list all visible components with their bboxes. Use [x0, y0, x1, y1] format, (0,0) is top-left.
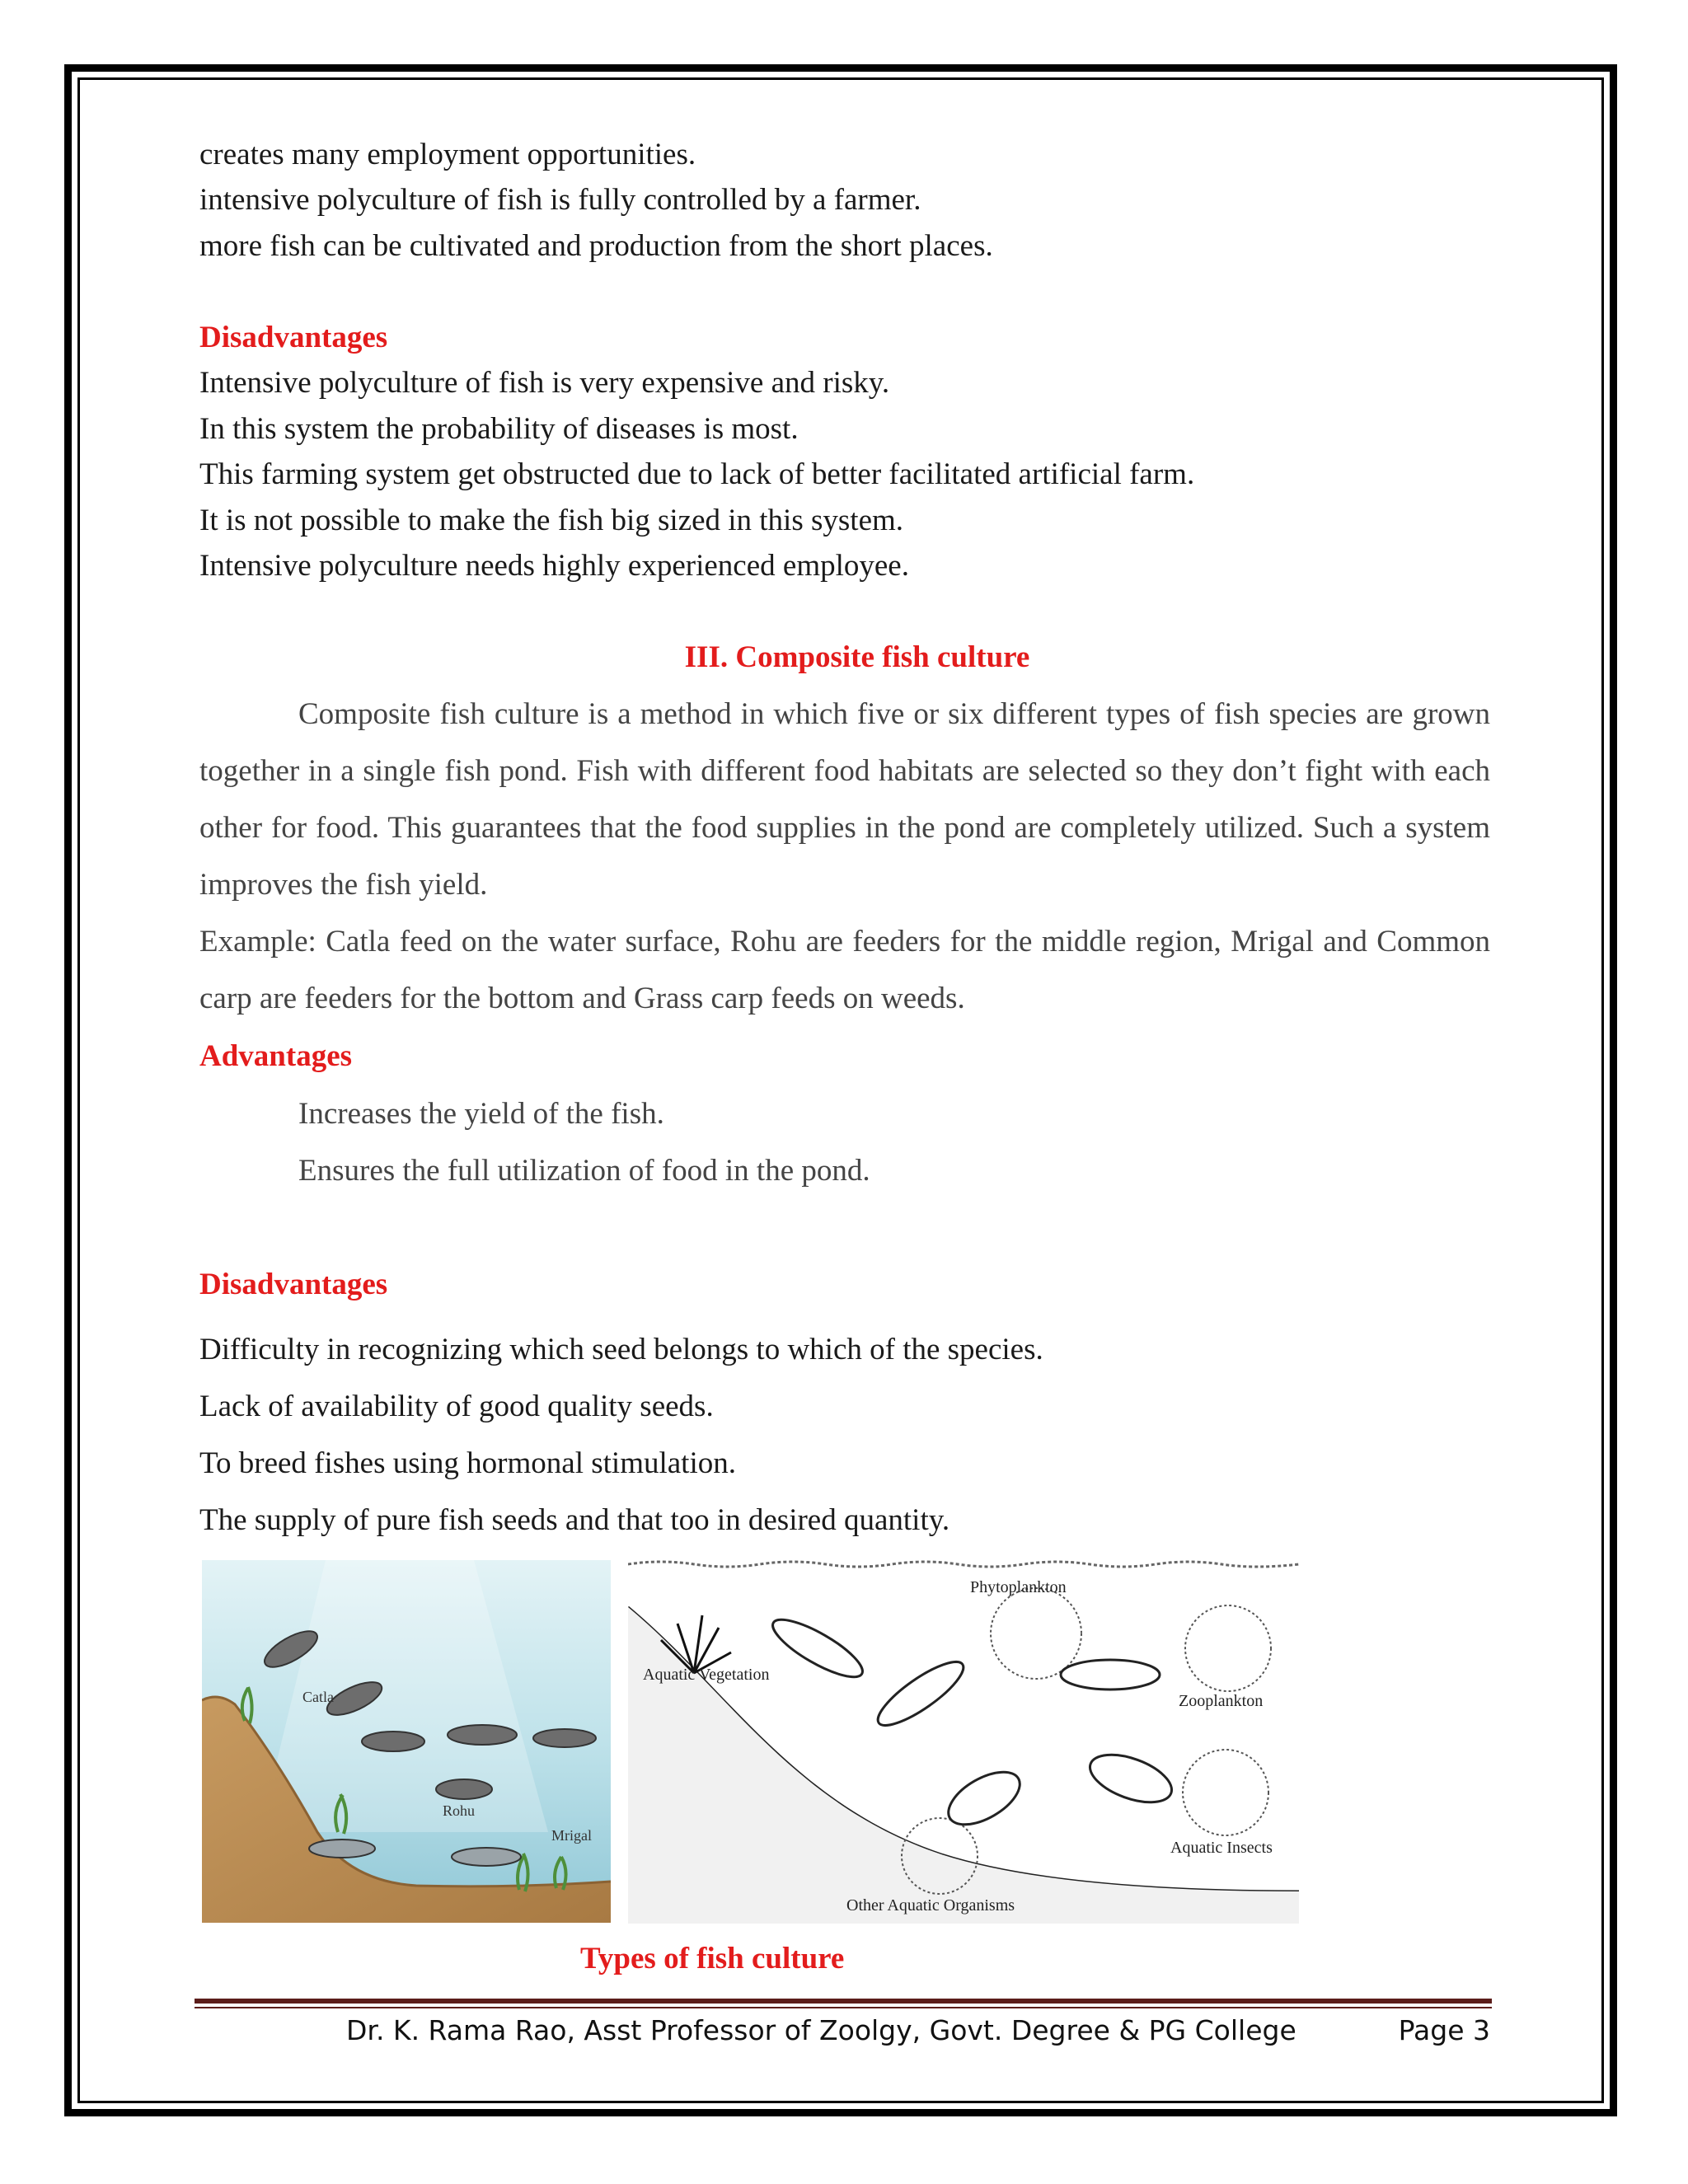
page-number: Page 3 — [1398, 2014, 1490, 2046]
advantages-heading: Advantages — [199, 1039, 353, 1073]
list-item: Increases the yield of the fish. — [298, 1097, 664, 1131]
disadvantages-heading: Disadvantages — [199, 1268, 388, 1301]
catla-label: Catla — [302, 1689, 334, 1705]
list-item: This farming system get obstructed due to lack of better facilitated artificial farm. — [199, 457, 1195, 491]
phytoplankton-label: Phytoplankton — [970, 1578, 1067, 1596]
list-item: Intensive polyculture needs highly experienced employee. — [199, 549, 909, 583]
list-item: Intensive polyculture of fish is very expensive and risky. — [199, 366, 890, 400]
footer-rule — [195, 1999, 1492, 2004]
aquatic-vegetation-label: Aquatic Vegetation — [643, 1666, 770, 1684]
aquatic-insects-label: Aquatic Insects — [1170, 1839, 1273, 1857]
pond-illustration — [202, 1560, 611, 1923]
footer-rule-thin — [195, 2007, 1492, 2008]
list-item: Ensures the full utilization of food in the pond. — [298, 1154, 870, 1188]
rohu-label: Rohu — [443, 1802, 476, 1819]
disadvantages-heading: Disadvantages — [199, 321, 388, 354]
mrigal-label: Mrigal — [551, 1827, 592, 1844]
list-item: To breed fishes using hormonal stimulation. — [199, 1446, 736, 1480]
feeding-zones-illustration — [628, 1558, 1299, 1924]
intro-line: more fish can be cultivated and production from the short places. — [199, 229, 993, 263]
list-item: Difficulty in recognizing which seed belongs to which of the species. — [199, 1333, 1043, 1366]
figure-caption: Types of fish culture — [580, 1942, 845, 1975]
composite-example: Example: Catla feed on the water surface, Rohu are feeders for the middle region, Mrigal and Common carp are feeders for the bottom and Grass carp feeds on weeds. — [199, 925, 1490, 1015]
composite-paragraph: Composite fish culture is a method in which five or six different types of fish species are grown together in a single fish pond. Fish with different food habitats are selected so they don’t fight with each other for food. This guarantees that the food supplies in the pond are completely utilized. Such a system improves the fish yield. — [199, 697, 1490, 902]
list-item: Lack of availability of good quality seeds. — [199, 1390, 714, 1423]
list-item: In this system the probability of diseases is most. — [199, 412, 799, 446]
intro-line: creates many employment opportunities. — [199, 138, 696, 171]
section-title: III. Composite fish culture — [684, 640, 1030, 674]
zooplankton-label: Zooplankton — [1179, 1692, 1264, 1710]
list-item: It is not possible to make the fish big sized in this system. — [199, 504, 904, 537]
list-item: The supply of pure fish seeds and that too in desired quantity. — [199, 1503, 950, 1537]
footer-author: Dr. K. Rama Rao, Asst Professor of Zoolgy, Govt. Degree & PG College — [346, 2014, 1296, 2046]
other-organisms-label: Other Aquatic Organisms — [846, 1896, 1015, 1915]
intro-line: intensive polyculture of fish is fully controlled by a farmer. — [199, 183, 921, 217]
